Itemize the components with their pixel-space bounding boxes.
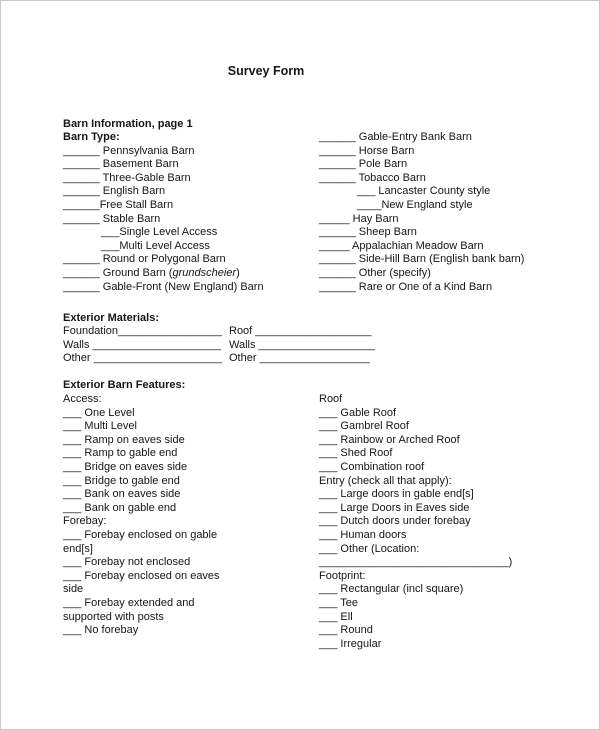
form-title: Survey Form — [227, 64, 305, 78]
section-heading-barn-information: Barn Information, page 1 — [63, 118, 193, 130]
section-heading-exterior-materials: Exterior Materials: — [63, 312, 159, 324]
barn-type-left-column — [63, 131, 264, 294]
form-line: ___Multi Level Access — [101, 239, 210, 252]
form-line: ___ Ramp to gable end — [63, 447, 178, 460]
form-line: ___ Shed Roof — [319, 447, 393, 460]
form-line: ______ Rare or One of a Kind Barn — [319, 280, 493, 293]
form-line: ___ Other (Location: — [319, 542, 420, 555]
form-line: Barn Type: — [63, 131, 120, 143]
form-line: Footprint: — [319, 569, 366, 582]
form-line: ___ Rainbow or Arched Roof — [319, 433, 460, 446]
form-line: ______ English Barn — [63, 185, 166, 198]
section-heading-exterior-barn-features: Exterior Barn Features: — [63, 379, 186, 391]
form-line: side — [63, 583, 84, 596]
form-line: _____ Hay Barn — [319, 212, 399, 225]
exterior-materials-left-column — [63, 325, 222, 366]
form-line: supported with posts — [63, 610, 164, 623]
form-line: ___ Forebay not enclosed — [63, 556, 191, 569]
form-line: ______ Side-Hill Barn (English bank barn) — [319, 253, 525, 266]
form-line: ___ Bank on eaves side — [63, 488, 181, 501]
form-line: ___ Multi Level — [63, 420, 137, 433]
form-line: ___ Gambrel Roof — [319, 420, 409, 433]
form-line: ____New England style — [357, 198, 473, 211]
form-line: ___ Lancaster County style — [357, 185, 491, 198]
form-line: ___ Combination roof — [319, 460, 425, 473]
form-line: ______ Sheep Barn — [319, 226, 417, 239]
form-line: Roof — [319, 393, 343, 405]
form-line: ______Free Stall Barn — [63, 198, 174, 211]
form-line: ______ Tobacco Barn — [319, 171, 426, 184]
form-line: ___Single Level Access — [101, 226, 218, 239]
form-line: ______ Other (specify) — [319, 266, 431, 279]
form-line: ___ Ramp on eaves side — [63, 433, 185, 446]
form-line: ___ Dutch doors under forebay — [319, 515, 471, 528]
form-line: Other _____________________ — [63, 352, 223, 365]
exterior-features-right-column — [319, 393, 512, 651]
form-line: ______ Pennsylvania Barn — [63, 144, 195, 157]
form-line: ______ Horse Barn — [319, 144, 415, 157]
form-line: ___ Bridge to gable end — [63, 474, 180, 487]
form-line: ___ Forebay enclosed on eaves — [63, 569, 220, 582]
form-line: ______ Stable Barn — [63, 212, 161, 225]
form-line: Foundation_________________ — [63, 325, 223, 337]
form-line: ___ Gable Roof — [319, 406, 397, 419]
form-line: ______ Ground Barn (grundscheier) — [63, 266, 240, 279]
form-line: Other __________________ — [229, 352, 370, 365]
form-line: end[s] — [63, 542, 93, 555]
form-line: ___ Tee — [319, 596, 358, 609]
form-line: ___ Round — [319, 624, 373, 637]
form-line: Roof ___________________ — [229, 325, 372, 337]
form-line: ___ Rectangular (incl square) — [319, 583, 464, 596]
form-line: Walls _____________________ — [63, 338, 222, 351]
form-line: ___ Forebay extended and — [63, 596, 195, 609]
form-line: ___ One Level — [63, 406, 135, 419]
form-line: ___ Forebay enclosed on gable — [63, 528, 218, 541]
exterior-materials-right-column — [229, 325, 375, 366]
form-line: ___ Large Doors in Eaves side — [319, 501, 470, 514]
form-line: ___ Irregular — [319, 637, 382, 650]
form-line: ___ Bridge on eaves side — [63, 460, 188, 473]
form-line: ______ Basement Barn — [63, 158, 179, 171]
form-line: ______ Three-Gable Barn — [63, 171, 191, 184]
form-line: ___ Large doors in gable end[s] — [319, 488, 474, 501]
form-line: ______ Gable-Entry Bank Barn — [319, 131, 472, 143]
form-line: _______________________________) — [319, 556, 513, 569]
form-line: ___ Human doors — [319, 528, 407, 541]
form-line: ___ Bank on gable end — [63, 501, 177, 514]
form-line: _____ Appalachian Meadow Barn — [319, 239, 484, 252]
barn-type-right-column — [319, 131, 524, 294]
form-line: Access: — [63, 393, 102, 405]
form-line: ______ Gable-Front (New England) Barn — [63, 280, 264, 293]
form-line: ______ Pole Barn — [319, 158, 408, 171]
form-line: Forebay: — [63, 515, 107, 528]
form-line: ___ No forebay — [63, 624, 139, 637]
form-line: ___ Ell — [319, 610, 353, 623]
exterior-features-left-column — [63, 393, 220, 638]
form-line: ______ Round or Polygonal Barn — [63, 253, 226, 266]
form-line: Walls ___________________ — [229, 338, 375, 351]
form-line: Entry (check all that apply): — [319, 474, 452, 487]
